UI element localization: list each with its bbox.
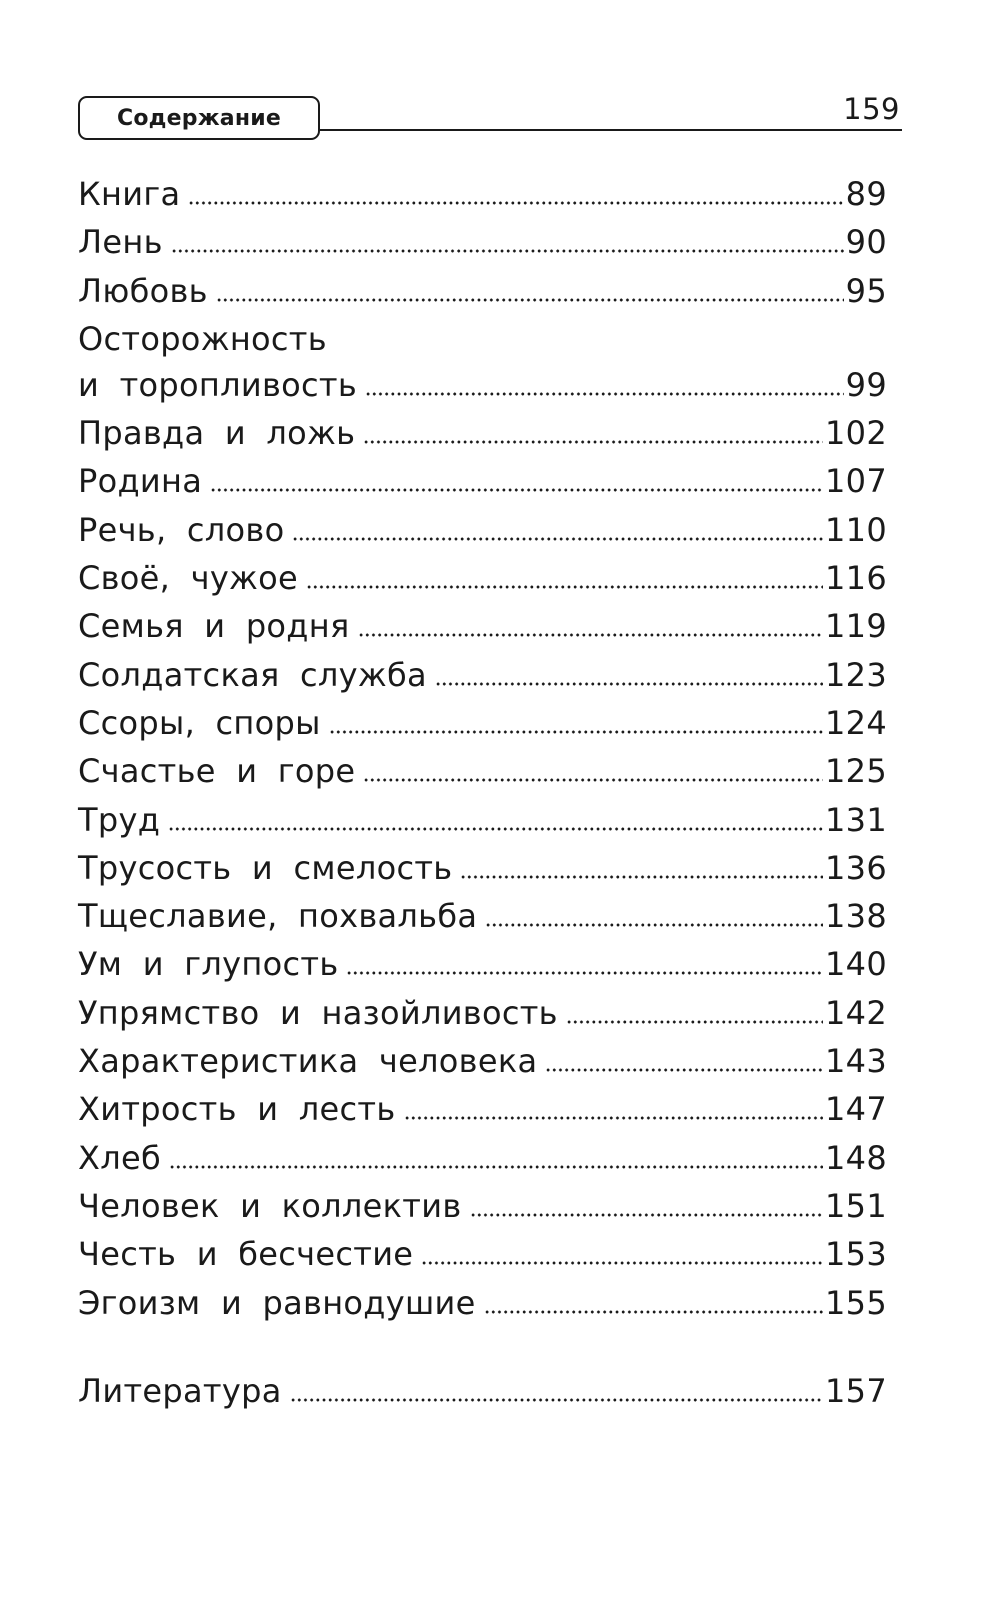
toc-entry [78,267,887,315]
dot-leader [188,201,843,205]
toc-entry-page: 157 [825,1371,887,1410]
toc-entry-page: 131 [825,800,887,839]
toc-entry-title: Правда и ложь [78,414,356,453]
toc-entry-page: 95 [845,271,887,310]
toc-entry-title: Честь и бесчестие [78,1235,414,1274]
toc-entry [78,651,887,699]
toc-entry-page: 102 [825,414,887,453]
toc-entry-title: Речь, слово [78,510,285,549]
toc-entry-page: 99 [845,366,887,405]
toc-entry [78,1037,887,1085]
table-of-contents [78,170,887,1415]
toc-entry-page: 110 [825,510,887,549]
dot-leader [404,1116,823,1120]
dot-leader [435,682,823,686]
dot-leader [485,923,823,927]
page-number: 159 [843,92,900,126]
toc-entry-page: 151 [825,1186,887,1225]
toc-entry-title: Литература [78,1371,282,1410]
header-rule [318,129,902,131]
toc-entry-title: Солдатская служба [78,655,427,694]
toc-entry-title: Ссоры, споры [78,703,321,742]
toc-entry [78,1279,887,1327]
toc-entry-title: Семья и родня [78,607,350,646]
toc-entry-page: 124 [825,703,887,742]
dot-leader [216,298,844,302]
toc-entry-title: Характеристика человека [78,1042,538,1081]
toc-entry-title: Книга [78,175,181,213]
toc-entry [78,315,887,409]
dot-leader [171,249,844,253]
toc-entry-title: Лень [78,223,163,262]
dot-leader [460,875,823,879]
toc-entry [78,940,887,988]
dot-leader [169,1165,823,1169]
toc-entry-page: 125 [825,752,887,791]
toc-entry [78,602,887,650]
dot-leader [421,1261,823,1265]
dot-leader [210,488,823,492]
dot-leader [566,1020,823,1024]
toc-entry-title-line2: и торопливость [78,366,357,405]
toc-entry-title: Трусость и смелость [78,848,453,887]
dot-leader [365,392,844,396]
section-title-box [78,96,320,140]
toc-entry-literature [78,1367,887,1415]
toc-entry-page: 142 [825,993,887,1032]
dot-leader [484,1310,823,1314]
toc-entry-page: 107 [825,462,887,501]
toc-entry [78,747,887,795]
toc-entry [78,554,887,602]
toc-entry [78,1182,887,1230]
section-title: Содержание [117,105,281,131]
toc-entry-page: 123 [825,655,887,694]
toc-entry-title: Хитрость и лесть [78,1090,396,1129]
dot-leader [168,827,823,831]
toc-entry-page: 147 [825,1090,887,1129]
dot-leader [290,1398,823,1402]
toc-entry [78,1085,887,1133]
toc-entry-title: Ум и глупость [78,945,339,984]
toc-entry-page: 138 [825,897,887,936]
dot-leader [545,1068,823,1072]
toc-entry-title: Человек и коллектив [78,1186,462,1225]
toc-entry [78,796,887,844]
toc-entry [78,892,887,940]
toc-entry-title: Хлеб [78,1138,161,1177]
toc-entry-title-line1: Осторожность [78,319,327,358]
toc-entry-title: Родина [78,462,203,501]
toc-entry-title: Своё, чужое [78,559,299,598]
toc-entry-page: 90 [845,223,887,262]
toc-entry-page: 136 [825,848,887,887]
toc-entry [78,506,887,554]
toc-entry-page: 155 [825,1283,887,1322]
toc-entry-page: 148 [825,1138,887,1177]
toc-entry-title: Труд [78,800,161,839]
toc-entry [78,844,887,892]
toc-entry [78,1134,887,1182]
toc-entry [78,218,887,266]
dot-leader [470,1213,824,1217]
dot-leader [346,971,823,975]
toc-entry-page: 140 [825,945,887,984]
toc-entry [78,170,887,218]
toc-entry-page: 143 [825,1042,887,1081]
toc-entry [78,1230,887,1278]
toc-entry-title: Любовь [78,271,208,310]
dot-leader [292,537,823,541]
toc-entry-page: 89 [845,175,887,213]
toc-entry-page: 153 [825,1235,887,1274]
toc-entry [78,457,887,505]
dot-leader [363,440,823,444]
toc-entry [78,409,887,457]
page-header [78,92,902,144]
dot-leader [329,730,823,734]
dot-leader [306,585,823,589]
toc-entry-page: 116 [825,559,887,598]
toc-entry-title: Тщеславие, похвальба [78,897,478,936]
toc-entry-title: Эгоизм и равнодушие [78,1283,476,1322]
toc-entry [78,989,887,1037]
dot-leader [363,778,823,782]
toc-entry-title: Упрямство и назойливость [78,993,558,1032]
section-gap [78,1327,887,1367]
toc-entry-title: Счастье и горе [78,752,356,791]
toc-entry [78,699,887,747]
dot-leader [358,633,824,637]
toc-entry-page: 119 [825,607,887,646]
